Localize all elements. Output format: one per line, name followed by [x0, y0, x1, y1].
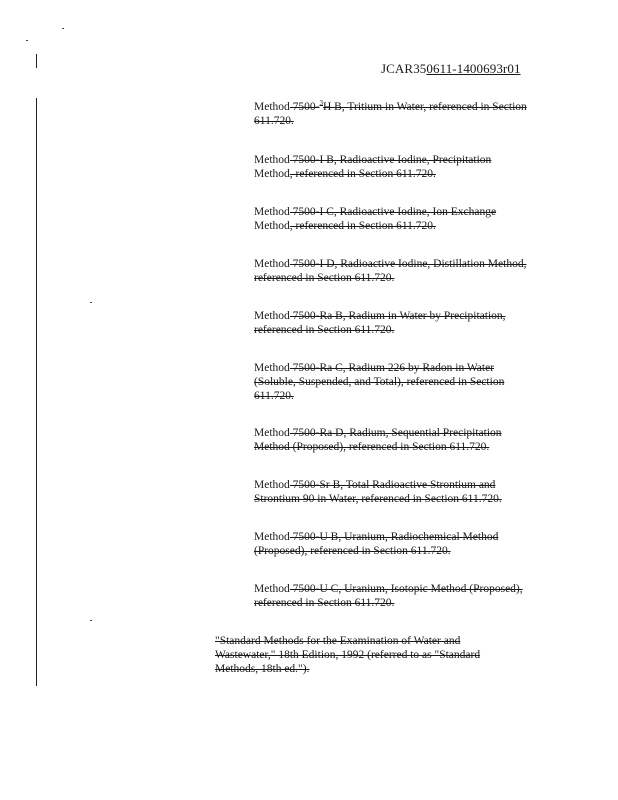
entry-line: Method 7500-I D, Radioactive Iodine, Distillation Method,: [254, 258, 527, 270]
entry-line: Method, referenced in Section 611.720.: [254, 220, 436, 232]
identifier-underlined: 0611-1400693r01: [426, 61, 521, 76]
method-entry-iodine-ion-exchange: [254, 205, 544, 233]
method-entry-radium-precipitation: [254, 309, 544, 337]
entry-line: 611.720.: [254, 115, 294, 127]
entry-line: referenced in Section 611.720.: [254, 597, 395, 609]
entry-line: Method 7500-U B, Uranium, Radiochemical Method: [254, 531, 499, 543]
entry-line: Method 7500-Ra B, Radium in Water by Precipitation,: [254, 310, 506, 322]
document-identifier: [381, 61, 521, 77]
entry-line: Method, referenced in Section 611.720.: [254, 168, 436, 180]
scan-speck: [62, 28, 64, 29]
entry-line: Strontium 90 in Water, referenced in Section 611.720.: [254, 493, 502, 505]
scan-speck: [90, 620, 92, 621]
entry-line: (Proposed), referenced in Section 611.720.: [254, 545, 451, 557]
entry-line: "Standard Methods for the Examination of Water and: [215, 635, 461, 647]
entry-line: referenced in Section 611.720.: [254, 272, 395, 284]
entry-line: referenced in Section 611.720.: [254, 324, 395, 336]
entry-line: Method 7500-Ra C, Radium 226 by Radon in Water: [254, 362, 495, 374]
method-entry-radium-226: [254, 361, 544, 403]
entry-line: (Soluble, Suspended, and Total), referenced in Section: [254, 376, 505, 388]
entry-line: Method 7500-I C, Radioactive Iodine, Ion Exchange: [254, 206, 497, 218]
scan-speck: [90, 302, 92, 303]
entry-line: 611.720.: [254, 390, 294, 402]
entry-line: Method 7500-Ra D, Radium, Sequential Precipitation: [254, 427, 502, 439]
entry-line: Method 7500-$^3$H B, Tritium in Water, referenced in Section: [254, 99, 527, 113]
method-entry-uranium-isotopic: [254, 582, 544, 610]
entry-line: Method 7500-U C, Uranium, Isotopic Method (Proposed),: [254, 583, 523, 595]
method-entry-iodine-distillation: [254, 257, 544, 285]
method-entry-iodine-precipitation: [254, 153, 544, 181]
method-entry-radium-sequential: [254, 426, 544, 454]
entry-line: Methods, 18th ed.").: [215, 663, 310, 675]
entry-line: Method 7500-I B, Radioactive Iodine, Precipitation: [254, 154, 492, 166]
method-entry-strontium: [254, 478, 544, 506]
identifier-prefix: JCAR35: [381, 61, 427, 76]
margin-revision-bar: [36, 98, 37, 686]
entry-line: Wastewater," 18th Edition, 1992 (referred to as "Standard: [215, 649, 481, 661]
method-entry-tritium: [254, 100, 544, 128]
entry-line: Method 7500-Sr B, Total Radioactive Strontium and: [254, 479, 496, 491]
margin-revision-bar-top: [36, 54, 37, 68]
scan-speck: [26, 40, 28, 41]
method-entry-uranium-radiochemical: [254, 530, 544, 558]
standard-methods-reference: [215, 634, 515, 676]
entry-line: Method (Proposed), referenced in Section 611.720.: [254, 441, 490, 453]
